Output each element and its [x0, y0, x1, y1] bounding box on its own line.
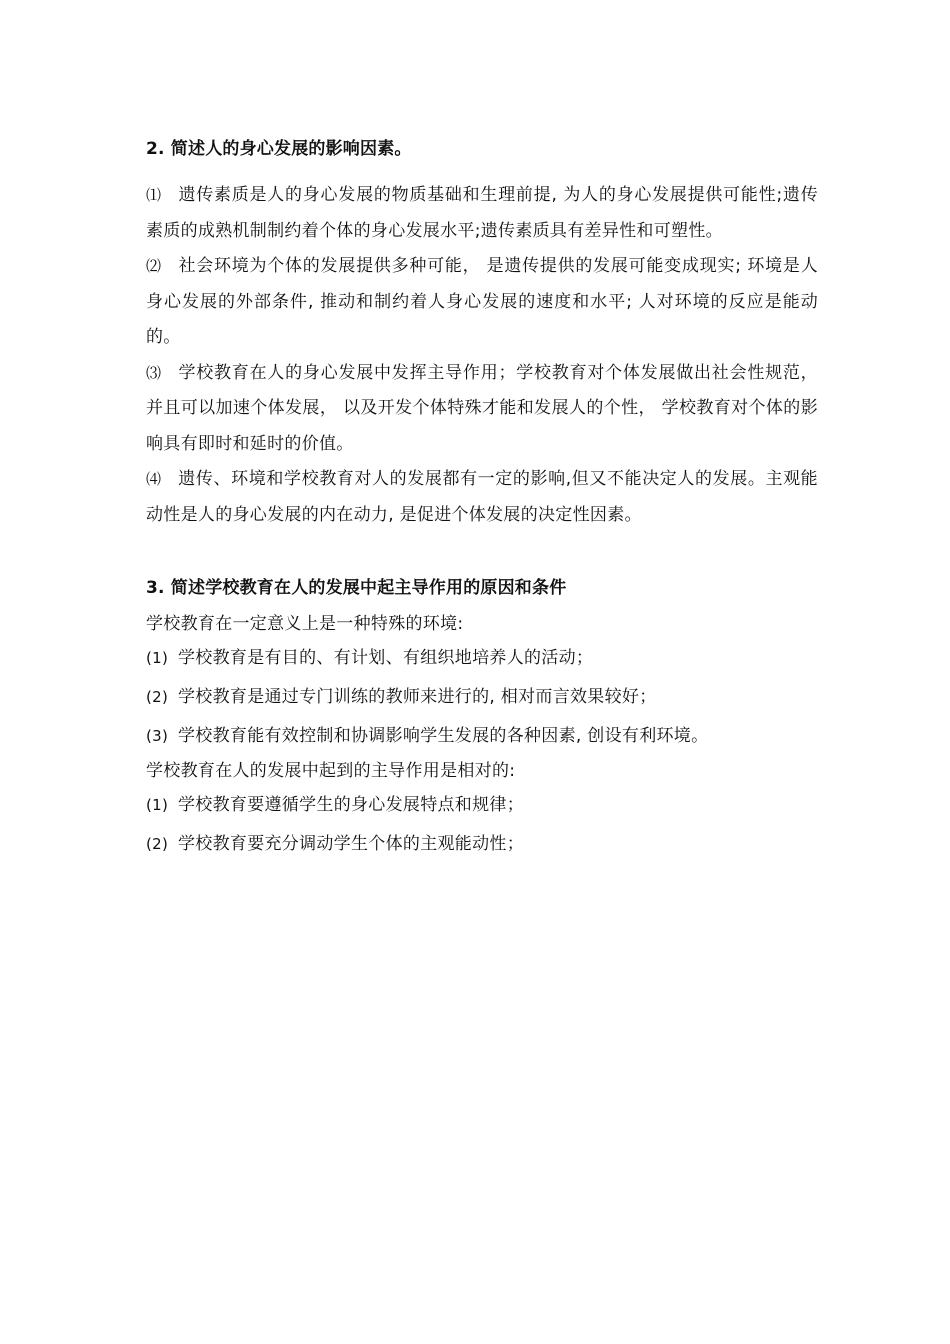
item-number: ⑷ [146, 470, 161, 488]
item-number: (2) [146, 835, 169, 853]
item-number: ⑶ [146, 363, 161, 382]
item-number: (3) [146, 727, 169, 745]
factor-item-1 [146, 178, 818, 249]
section-2 [146, 136, 818, 533]
reason-item-3 [146, 717, 818, 756]
reason-item-2 [146, 678, 818, 717]
factor-item-4 [146, 462, 818, 533]
factor-item-3 [146, 356, 818, 463]
item-text: 遗传素质是人的身心发展的物质基础和生理前提, 为人的身心发展提供可能性;遗传素质的成熟机制制约着个体的身心发展水平;遗传素质具有差异性和可塑性。 [146, 185, 818, 241]
condition-item-2 [146, 825, 818, 864]
item-number: ⑵ [146, 257, 161, 275]
item-text: 遗传、环境和学校教育对人的发展都有一定的影响,但又不能决定人的发展。主观能动性是人的身心发展的内在动力, 是促进个体发展的决定性因素。 [146, 469, 818, 525]
factor-item-2 [146, 249, 818, 356]
section-3-heading: 3. 简述学校教育在人的发展中起主导作用的原因和条件 [146, 578, 567, 598]
condition-item-1 [146, 786, 818, 825]
item-number: ⑴ [146, 186, 161, 204]
reasons-intro: 学校教育在一定意义上是一种特殊的环境: [146, 614, 464, 634]
item-text: 学校教育能有效控制和协调影响学生发展的各种因素, 创设有利环境。 [178, 726, 709, 746]
reason-item-1 [146, 639, 818, 678]
item-text: 学校教育要遵循学生的身心发展特点和规律； [178, 795, 524, 815]
item-number: (1) [146, 649, 169, 667]
item-text: 学校教育是通过专门训练的教师来进行的, 相对而言效果较好； [178, 687, 657, 707]
item-number: (2) [146, 688, 169, 706]
section-2-heading: 2. 简述人的身心发展的影响因素。 [146, 139, 412, 159]
conditions-intro: 学校教育在人的发展中起到的主导作用是相对的: [146, 761, 516, 781]
item-number: (1) [146, 796, 169, 814]
item-text: 学校教育要充分调动学生个体的主观能动性； [178, 834, 524, 854]
item-text: 学校教育在人的身心发展中发挥主导作用；学校教育对个体发展做出社会性规范， 并且可以加速个体发展， 以及开发个体特殊才能和发展人的个性， 学校教育对个体的影响具有即时和延时的价值。 [146, 362, 818, 454]
section-2-list [146, 178, 818, 533]
document-page [146, 136, 818, 864]
section-3 [146, 575, 818, 864]
item-text: 学校教育是有目的、有计划、有组织地培养人的活动； [178, 648, 594, 668]
item-text: 社会环境为个体的发展提供多种可能， 是遗传提供的发展可能变成现实; 环境是人身心发展的外部条件, 推动和制约着人身心发展的速度和水平; 人对环境的反应是能动的。 [146, 256, 818, 347]
